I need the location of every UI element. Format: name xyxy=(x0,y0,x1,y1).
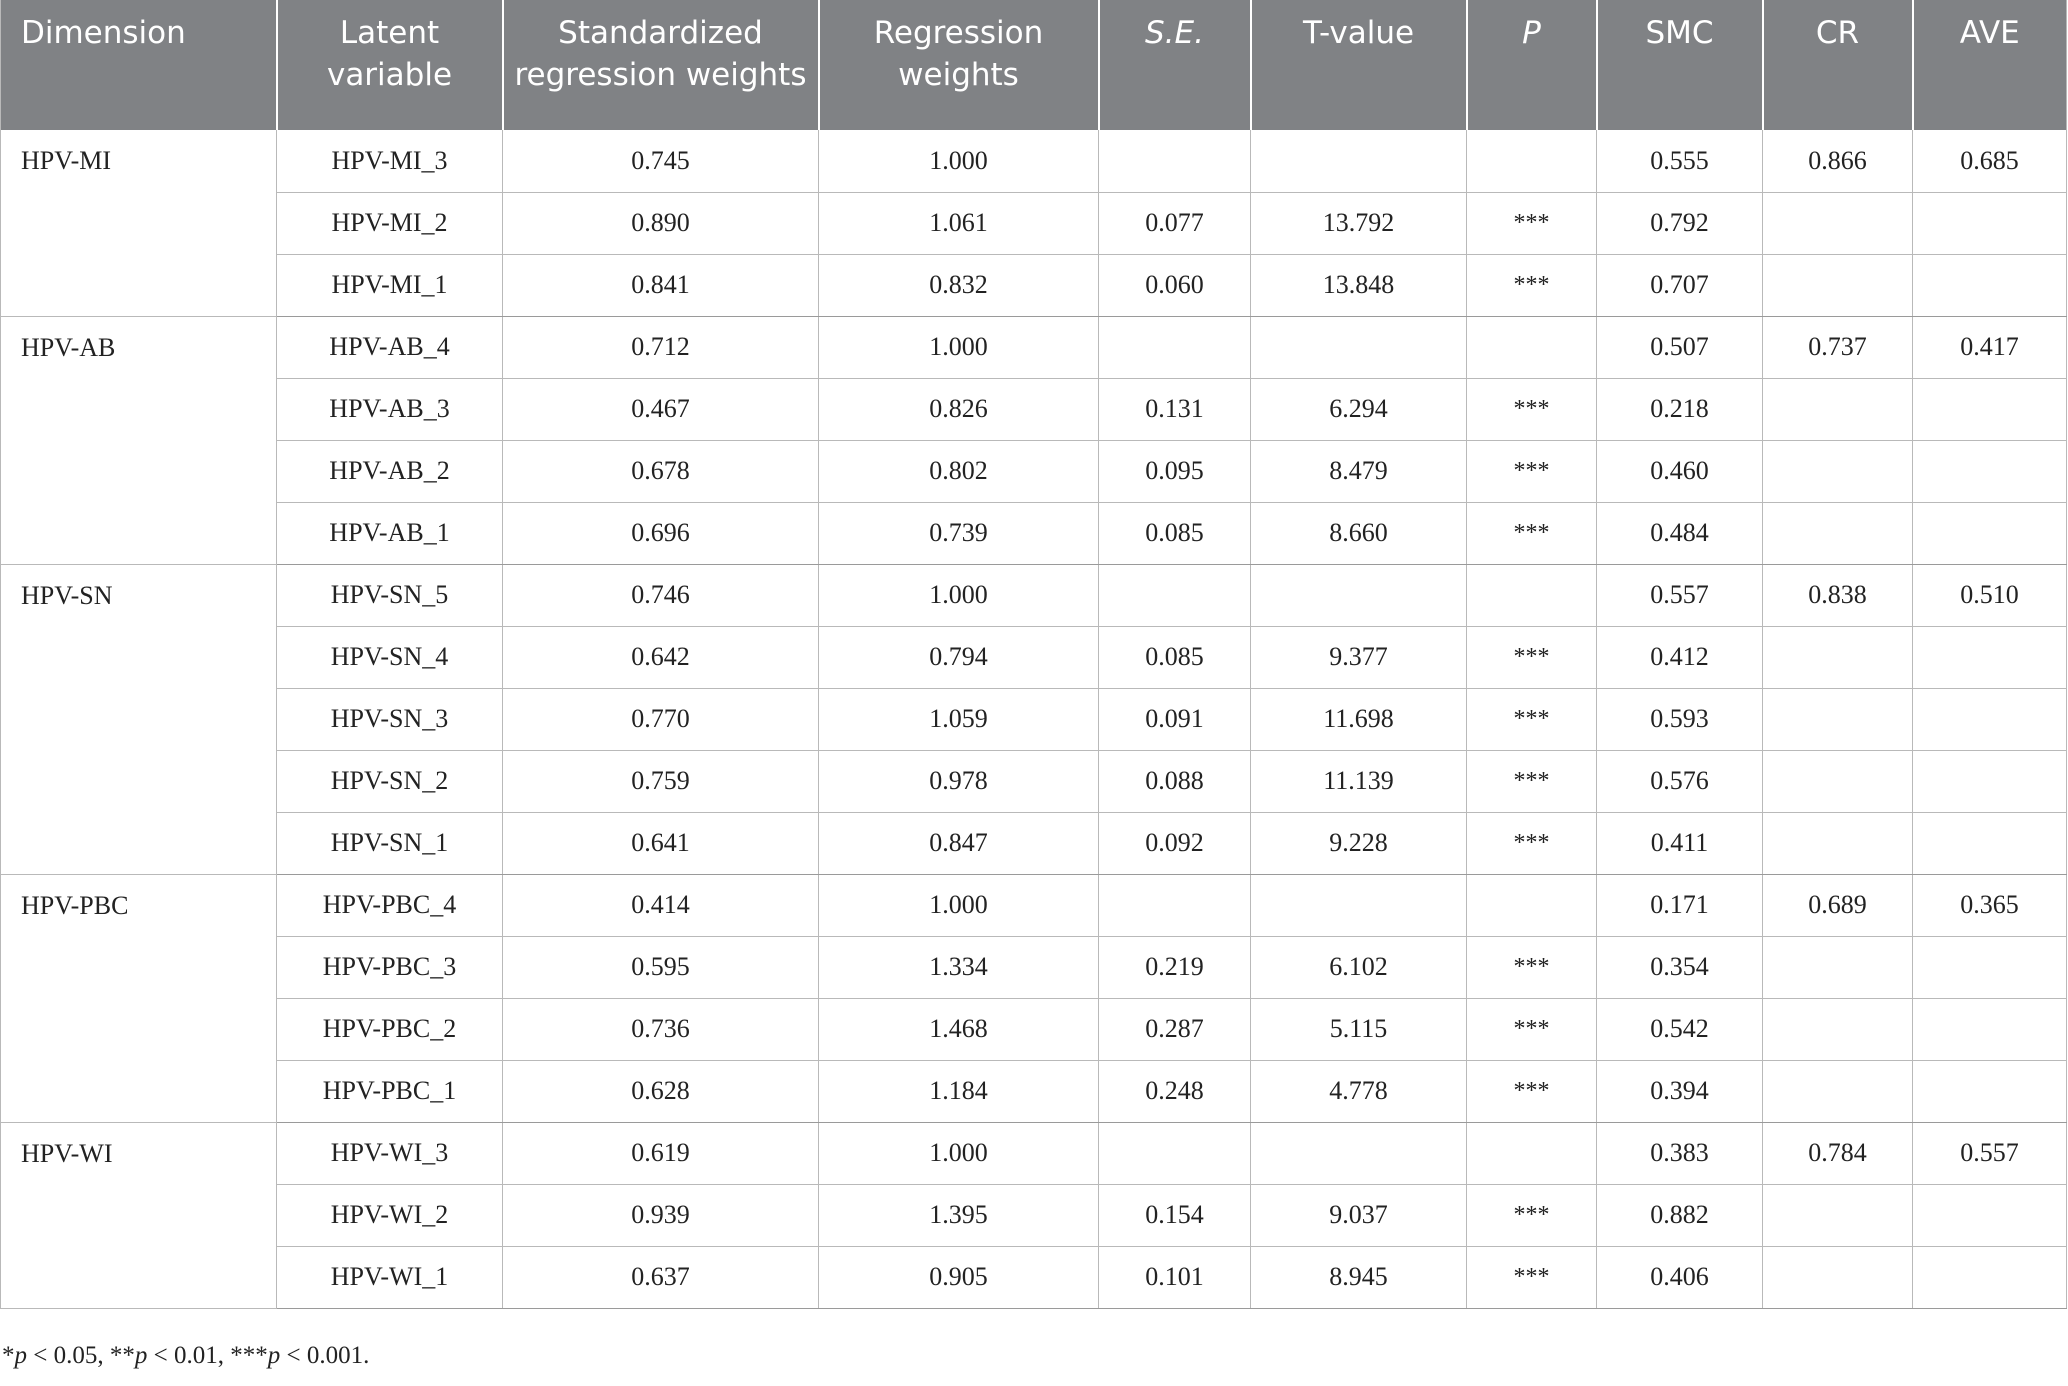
t-value-cell: 11.698 xyxy=(1251,688,1467,750)
t-value-cell xyxy=(1251,1122,1467,1184)
latent-variable-cell: HPV-WI_2 xyxy=(277,1184,503,1246)
latent-variable-cell: HPV-SN_5 xyxy=(277,564,503,626)
regression-weight-cell: 1.000 xyxy=(819,316,1099,378)
standard-error-cell: 0.091 xyxy=(1099,688,1251,750)
smc-cell: 0.507 xyxy=(1597,316,1763,378)
smc-cell: 0.542 xyxy=(1597,998,1763,1060)
table-row xyxy=(1,1060,2067,1122)
standard-error-cell: 0.088 xyxy=(1099,750,1251,812)
smc-cell: 0.171 xyxy=(1597,874,1763,936)
table-row xyxy=(1,254,2067,316)
latent-variable-cell: HPV-PBC_1 xyxy=(277,1060,503,1122)
dimension-cell: HPV-PBC xyxy=(1,874,277,1122)
dimension-cell: HPV-SN xyxy=(1,564,277,874)
smc-cell: 0.406 xyxy=(1597,1246,1763,1308)
regression-weight-cell: 1.061 xyxy=(819,192,1099,254)
latent-variable-cell: HPV-MI_2 xyxy=(277,192,503,254)
cr-cell: 0.737 xyxy=(1763,316,1913,378)
cr-cell xyxy=(1763,812,1913,874)
standardized-weight-cell: 0.678 xyxy=(503,440,819,502)
cr-cell: 0.866 xyxy=(1763,130,1913,192)
latent-variable-cell: HPV-SN_3 xyxy=(277,688,503,750)
standardized-weight-cell: 0.628 xyxy=(503,1060,819,1122)
table-row xyxy=(1,750,2067,812)
smc-cell: 0.707 xyxy=(1597,254,1763,316)
ave-cell xyxy=(1913,192,2067,254)
standardized-weight-cell: 0.759 xyxy=(503,750,819,812)
p-value-cell: *** xyxy=(1467,688,1597,750)
t-value-cell: 9.037 xyxy=(1251,1184,1467,1246)
ave-cell: 0.685 xyxy=(1913,130,2067,192)
regression-weight-cell: 1.334 xyxy=(819,936,1099,998)
latent-variable-cell: HPV-AB_2 xyxy=(277,440,503,502)
table-row xyxy=(1,1246,2067,1308)
ave-cell xyxy=(1913,998,2067,1060)
header-standardized-weights: Standardized regression weights xyxy=(503,0,819,130)
header-p: P xyxy=(1467,0,1597,130)
header-row xyxy=(1,0,2067,130)
latent-variable-cell: HPV-PBC_2 xyxy=(277,998,503,1060)
smc-cell: 0.411 xyxy=(1597,812,1763,874)
cr-cell xyxy=(1763,1060,1913,1122)
cr-cell xyxy=(1763,440,1913,502)
cr-cell xyxy=(1763,1184,1913,1246)
standard-error-cell: 0.095 xyxy=(1099,440,1251,502)
ave-cell xyxy=(1913,1060,2067,1122)
table-body xyxy=(1,130,2067,1308)
regression-weight-cell: 0.832 xyxy=(819,254,1099,316)
cr-cell xyxy=(1763,378,1913,440)
standard-error-cell xyxy=(1099,564,1251,626)
ave-cell: 0.510 xyxy=(1913,564,2067,626)
p-value-cell: *** xyxy=(1467,998,1597,1060)
dimension-cell: HPV-MI xyxy=(1,130,277,316)
standard-error-cell: 0.131 xyxy=(1099,378,1251,440)
t-value-cell: 11.139 xyxy=(1251,750,1467,812)
regression-weight-cell: 1.395 xyxy=(819,1184,1099,1246)
standardized-weight-cell: 0.467 xyxy=(503,378,819,440)
ave-cell xyxy=(1913,626,2067,688)
standard-error-cell: 0.060 xyxy=(1099,254,1251,316)
standardized-weight-cell: 0.841 xyxy=(503,254,819,316)
p-value-cell xyxy=(1467,1122,1597,1184)
t-value-cell: 8.660 xyxy=(1251,502,1467,564)
latent-variable-cell: HPV-WI_1 xyxy=(277,1246,503,1308)
smc-cell: 0.882 xyxy=(1597,1184,1763,1246)
ave-cell: 0.557 xyxy=(1913,1122,2067,1184)
p-value-cell xyxy=(1467,564,1597,626)
table-row xyxy=(1,1184,2067,1246)
t-value-cell: 4.778 xyxy=(1251,1060,1467,1122)
latent-variable-cell: HPV-AB_4 xyxy=(277,316,503,378)
dimension-cell: HPV-WI xyxy=(1,1122,277,1308)
regression-weight-cell: 1.000 xyxy=(819,874,1099,936)
p-value-cell: *** xyxy=(1467,936,1597,998)
smc-cell: 0.218 xyxy=(1597,378,1763,440)
standardized-weight-cell: 0.712 xyxy=(503,316,819,378)
smc-cell: 0.412 xyxy=(1597,626,1763,688)
header-ave: AVE xyxy=(1913,0,2067,130)
cr-cell xyxy=(1763,192,1913,254)
p-value-cell: *** xyxy=(1467,440,1597,502)
regression-weight-cell: 1.184 xyxy=(819,1060,1099,1122)
cr-cell xyxy=(1763,750,1913,812)
standard-error-cell xyxy=(1099,874,1251,936)
smc-cell: 0.394 xyxy=(1597,1060,1763,1122)
standardized-weight-cell: 0.642 xyxy=(503,626,819,688)
t-value-cell: 5.115 xyxy=(1251,998,1467,1060)
table-row xyxy=(1,316,2067,378)
p-value-cell: *** xyxy=(1467,750,1597,812)
table-row xyxy=(1,998,2067,1060)
t-value-cell xyxy=(1251,874,1467,936)
regression-weight-cell: 1.000 xyxy=(819,564,1099,626)
header-cr: CR xyxy=(1763,0,1913,130)
regression-weight-cell: 0.905 xyxy=(819,1246,1099,1308)
ave-cell xyxy=(1913,440,2067,502)
p-value-cell xyxy=(1467,316,1597,378)
ave-cell xyxy=(1913,812,2067,874)
ave-cell: 0.365 xyxy=(1913,874,2067,936)
standard-error-cell xyxy=(1099,316,1251,378)
p-value-cell: *** xyxy=(1467,1060,1597,1122)
standard-error-cell: 0.154 xyxy=(1099,1184,1251,1246)
t-value-cell xyxy=(1251,316,1467,378)
table-row xyxy=(1,192,2067,254)
cr-cell: 0.838 xyxy=(1763,564,1913,626)
smc-cell: 0.792 xyxy=(1597,192,1763,254)
table-row xyxy=(1,130,2067,192)
table-row xyxy=(1,502,2067,564)
latent-variable-cell: HPV-AB_1 xyxy=(277,502,503,564)
latent-variable-cell: HPV-PBC_3 xyxy=(277,936,503,998)
p-value-cell xyxy=(1467,130,1597,192)
t-value-cell xyxy=(1251,564,1467,626)
standardized-weight-cell: 0.890 xyxy=(503,192,819,254)
regression-weight-cell: 0.794 xyxy=(819,626,1099,688)
p-value-cell: *** xyxy=(1467,192,1597,254)
smc-cell: 0.593 xyxy=(1597,688,1763,750)
p-value-cell: *** xyxy=(1467,1184,1597,1246)
cr-cell xyxy=(1763,998,1913,1060)
header-smc: SMC xyxy=(1597,0,1763,130)
standard-error-cell: 0.101 xyxy=(1099,1246,1251,1308)
table-row xyxy=(1,812,2067,874)
t-value-cell: 13.792 xyxy=(1251,192,1467,254)
t-value-cell: 9.228 xyxy=(1251,812,1467,874)
p-value-cell xyxy=(1467,874,1597,936)
p-value-cell: *** xyxy=(1467,626,1597,688)
regression-weight-cell: 0.978 xyxy=(819,750,1099,812)
cr-cell: 0.784 xyxy=(1763,1122,1913,1184)
latent-variable-cell: HPV-MI_3 xyxy=(277,130,503,192)
standard-error-cell: 0.248 xyxy=(1099,1060,1251,1122)
header-t-value: T-value xyxy=(1251,0,1467,130)
header-latent-variable: Latent variable xyxy=(277,0,503,130)
table-row xyxy=(1,564,2067,626)
p-value-cell: *** xyxy=(1467,812,1597,874)
t-value-cell xyxy=(1251,130,1467,192)
standardized-weight-cell: 0.696 xyxy=(503,502,819,564)
standardized-weight-cell: 0.641 xyxy=(503,812,819,874)
t-value-cell: 8.945 xyxy=(1251,1246,1467,1308)
smc-cell: 0.484 xyxy=(1597,502,1763,564)
standard-error-cell: 0.219 xyxy=(1099,936,1251,998)
ave-cell xyxy=(1913,502,2067,564)
regression-weight-cell: 0.847 xyxy=(819,812,1099,874)
p-value-cell: *** xyxy=(1467,254,1597,316)
latent-variable-cell: HPV-AB_3 xyxy=(277,378,503,440)
smc-cell: 0.460 xyxy=(1597,440,1763,502)
t-value-cell: 6.102 xyxy=(1251,936,1467,998)
cr-cell xyxy=(1763,626,1913,688)
standard-error-cell: 0.085 xyxy=(1099,502,1251,564)
standardized-weight-cell: 0.939 xyxy=(503,1184,819,1246)
ave-cell: 0.417 xyxy=(1913,316,2067,378)
regression-weight-cell: 1.000 xyxy=(819,1122,1099,1184)
standard-error-cell xyxy=(1099,130,1251,192)
latent-variable-cell: HPV-MI_1 xyxy=(277,254,503,316)
standard-error-cell: 0.077 xyxy=(1099,192,1251,254)
table-row xyxy=(1,1122,2067,1184)
p-value-cell: *** xyxy=(1467,1246,1597,1308)
cr-cell xyxy=(1763,502,1913,564)
latent-variable-cell: HPV-SN_2 xyxy=(277,750,503,812)
smc-cell: 0.354 xyxy=(1597,936,1763,998)
standardized-weight-cell: 0.414 xyxy=(503,874,819,936)
smc-cell: 0.557 xyxy=(1597,564,1763,626)
regression-weight-cell: 1.468 xyxy=(819,998,1099,1060)
regression-weight-cell: 0.739 xyxy=(819,502,1099,564)
cr-cell xyxy=(1763,936,1913,998)
ave-cell xyxy=(1913,688,2067,750)
smc-cell: 0.576 xyxy=(1597,750,1763,812)
table-row xyxy=(1,688,2067,750)
t-value-cell: 8.479 xyxy=(1251,440,1467,502)
standardized-weight-cell: 0.770 xyxy=(503,688,819,750)
regression-weight-cell: 1.000 xyxy=(819,130,1099,192)
p-value-cell: *** xyxy=(1467,502,1597,564)
dimension-cell: HPV-AB xyxy=(1,316,277,564)
regression-weight-cell: 0.802 xyxy=(819,440,1099,502)
table-row xyxy=(1,936,2067,998)
t-value-cell: 6.294 xyxy=(1251,378,1467,440)
latent-variable-cell: HPV-SN_4 xyxy=(277,626,503,688)
t-value-cell: 9.377 xyxy=(1251,626,1467,688)
standard-error-cell: 0.085 xyxy=(1099,626,1251,688)
table-row xyxy=(1,874,2067,936)
regression-weight-cell: 1.059 xyxy=(819,688,1099,750)
p-value-cell: *** xyxy=(1467,378,1597,440)
t-value-cell: 13.848 xyxy=(1251,254,1467,316)
ave-cell xyxy=(1913,936,2067,998)
smc-cell: 0.555 xyxy=(1597,130,1763,192)
ave-cell xyxy=(1913,1184,2067,1246)
standardized-weight-cell: 0.619 xyxy=(503,1122,819,1184)
table-footnote: *p < 0.05, **p < 0.01, ***p < 0.001. xyxy=(2,1342,370,1369)
standard-error-cell xyxy=(1099,1122,1251,1184)
ave-cell xyxy=(1913,1246,2067,1308)
header-standard-error: S.E. xyxy=(1099,0,1251,130)
regression-weight-cell: 0.826 xyxy=(819,378,1099,440)
ave-cell xyxy=(1913,378,2067,440)
cr-cell xyxy=(1763,688,1913,750)
cr-cell xyxy=(1763,254,1913,316)
smc-cell: 0.383 xyxy=(1597,1122,1763,1184)
latent-variable-cell: HPV-PBC_4 xyxy=(277,874,503,936)
latent-variable-cell: HPV-SN_1 xyxy=(277,812,503,874)
header-regression-weights: Regression weights xyxy=(819,0,1099,130)
table-row xyxy=(1,626,2067,688)
table-row xyxy=(1,378,2067,440)
standardized-weight-cell: 0.637 xyxy=(503,1246,819,1308)
standardized-weight-cell: 0.595 xyxy=(503,936,819,998)
latent-variable-cell: HPV-WI_3 xyxy=(277,1122,503,1184)
cr-cell: 0.689 xyxy=(1763,874,1913,936)
table-row xyxy=(1,440,2067,502)
ave-cell xyxy=(1913,254,2067,316)
header-dimension: Dimension xyxy=(1,0,277,130)
ave-cell xyxy=(1913,750,2067,812)
standard-error-cell: 0.092 xyxy=(1099,812,1251,874)
cr-cell xyxy=(1763,1246,1913,1308)
standardized-weight-cell: 0.746 xyxy=(503,564,819,626)
standard-error-cell: 0.287 xyxy=(1099,998,1251,1060)
standardized-weight-cell: 0.745 xyxy=(503,130,819,192)
standardized-weight-cell: 0.736 xyxy=(503,998,819,1060)
